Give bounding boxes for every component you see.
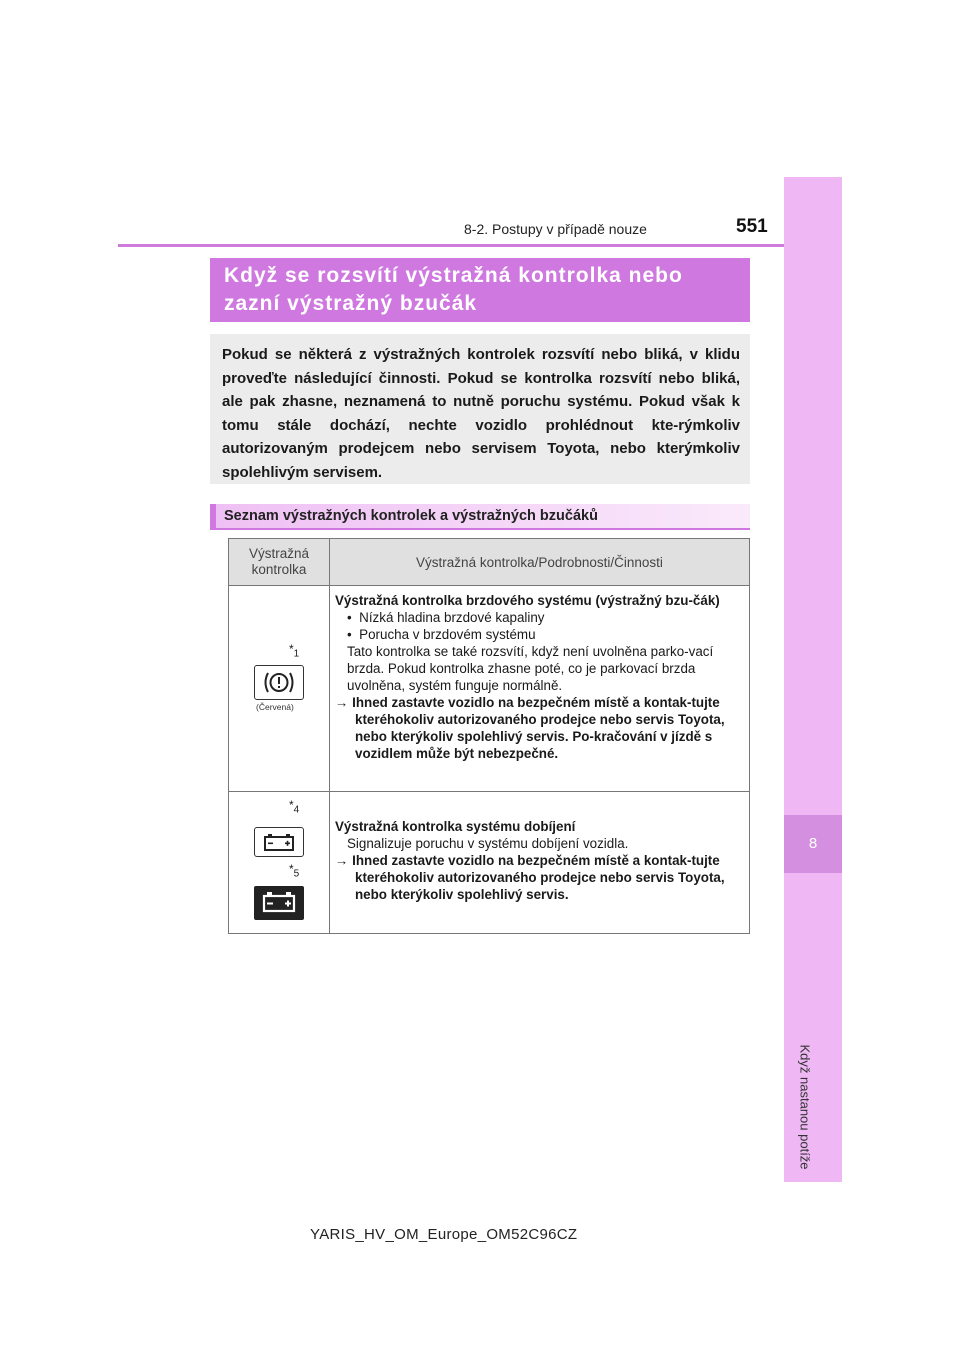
subheading-underline: [216, 528, 750, 530]
chapter-title: Když nastanou potíže: [797, 1044, 813, 1170]
list-item: • Nízká hladina brzdové kapaliny: [347, 610, 545, 625]
row-note: Signalizuje poruchu v systému dobíjení vozidla.: [347, 836, 629, 851]
indicator-cell: [229, 586, 330, 792]
table-header-row: [229, 539, 750, 586]
chapter-number: 8: [784, 815, 842, 873]
section-title: 8-2. Postupy v případě nouze: [464, 221, 647, 237]
row-action: → Ihned zastavte vozidlo na bezpečném místě a kontak-tujte kteréhokoliv autorizovaného prodejce nebo servis Toyota, nebo kterýkoliv spolehlivý servis. Po-kračování v jízdě s vozidlem může být nebezpečné.: [335, 695, 725, 761]
footnote-marker: $*_1$: [289, 642, 300, 660]
row-title: Výstražná kontrolka systému dobíjení: [335, 819, 576, 834]
row-action: → Ihned zastavte vozidlo na bezpečném místě a kontak-tujte kteréhokoliv autorizovaného prodejce nebo servis Toyota, nebo kterýkoliv spolehlivý servis.: [335, 853, 725, 902]
charging-system-icon: [254, 827, 304, 857]
section-heading: Když se rozsvítí výstražná kontrolka nebo zazní výstražný bzučák: [224, 264, 683, 315]
footnote-marker: $*_5$: [289, 862, 300, 880]
indicator-cell: [229, 792, 330, 934]
chapter-sidebar: [784, 177, 842, 1182]
subheading-text: Seznam výstražných kontrolek a výstražných bzučáků: [224, 508, 598, 524]
row-note: Tato kontrolka se také rozsvítí, když není uvolněna parko-vací brzda. Pokud kontrolka zhasne poté, co je parkovací brzda uvolněna, systém funguje normálně.: [347, 644, 714, 693]
charging-system-icon: [254, 886, 304, 920]
intro-box: [210, 334, 750, 484]
brake-warning-icon: [254, 665, 304, 700]
list-item: • Porucha v brzdovém systému: [347, 627, 536, 642]
row-title: Výstražná kontrolka brzdového systému (výstražný bzu-čák): [335, 593, 720, 608]
footnote-marker: $*_4$: [289, 798, 300, 816]
warning-lights-table: [228, 538, 750, 934]
page-number: 551: [736, 216, 768, 237]
header-divider: [118, 244, 784, 247]
intro-text: Pokud se některá z výstražných kontrolek rozsvítí nebo bliká, v klidu proveďte následující činnosti. Pokud se kontrolka rozsvítí nebo bliká, ale pak zhasne, neznamená to nutně poruchu systému. Pokud však k tomu stále dochází, nechte vozidlo prohlédnout kte-rýmkoliv autorizovaným prodejcem nebo servisem Toyota, nebo kterýmkoliv spolehlivým servisem.: [222, 346, 740, 481]
table-row: [229, 586, 750, 792]
icon-caption: (Červená): [256, 702, 294, 712]
subheading: [210, 504, 750, 530]
header-details: Výstražná kontrolka/Podrobnosti/Činnosti: [330, 539, 750, 586]
details-cell: [330, 792, 750, 934]
section-heading-box: [210, 258, 750, 322]
document-code: YARIS_HV_OM_Europe_OM52C96CZ: [310, 1226, 578, 1243]
table-row: [229, 792, 750, 934]
details-cell: [330, 586, 750, 792]
header-indicator: Výstražná kontrolka: [229, 539, 330, 586]
